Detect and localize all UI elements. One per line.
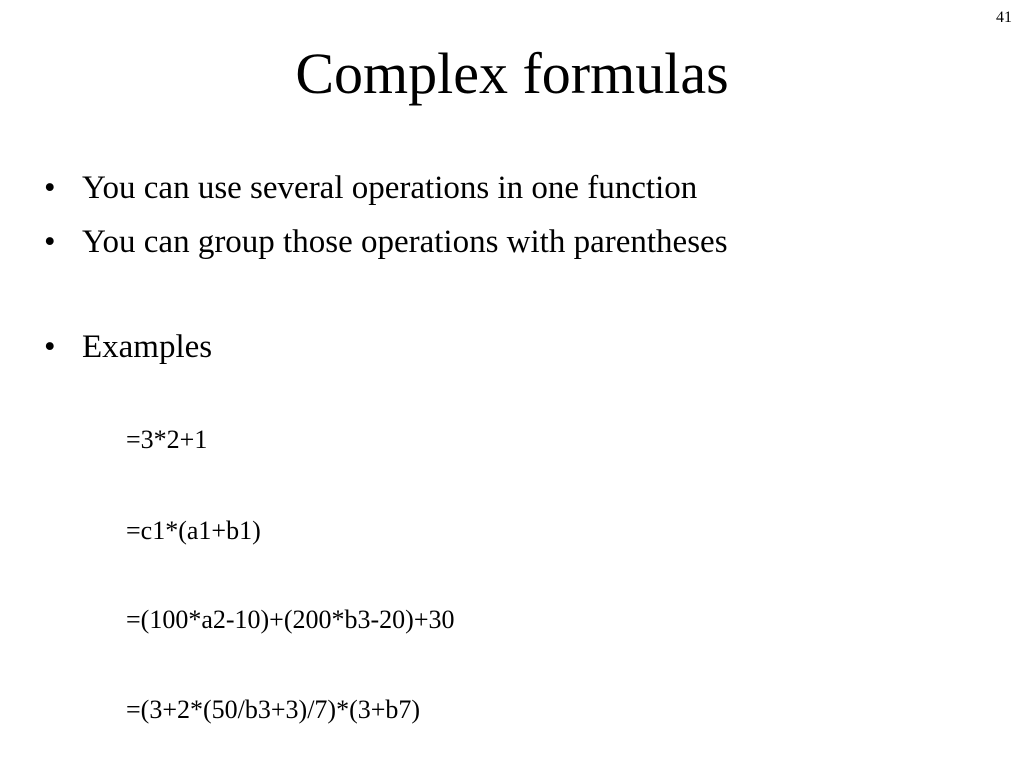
- bullet-marker: •: [44, 329, 56, 365]
- bullet-item: [44, 168, 697, 208]
- slide-title: Complex formulas: [295, 41, 729, 106]
- bullet-marker: •: [44, 224, 56, 260]
- example-formula: =(100*a2-10)+(200*b3-20)+30: [126, 605, 455, 634]
- example-formula: =(3+2*(50/b3+3)/7)*(3+b7): [126, 695, 421, 724]
- bullet-text: Examples: [82, 329, 213, 365]
- slide-number: 41: [996, 9, 1012, 26]
- bullet-text: You can group those operations with parentheses: [82, 224, 728, 260]
- bullet-item: [44, 327, 212, 367]
- example-formula: =3*2+1: [126, 425, 208, 454]
- bullet-marker: •: [44, 170, 56, 206]
- bullet-item: [44, 222, 728, 262]
- bullet-text: You can use several operations in one function: [82, 170, 698, 206]
- example-formula: =c1*(a1+b1): [126, 516, 261, 545]
